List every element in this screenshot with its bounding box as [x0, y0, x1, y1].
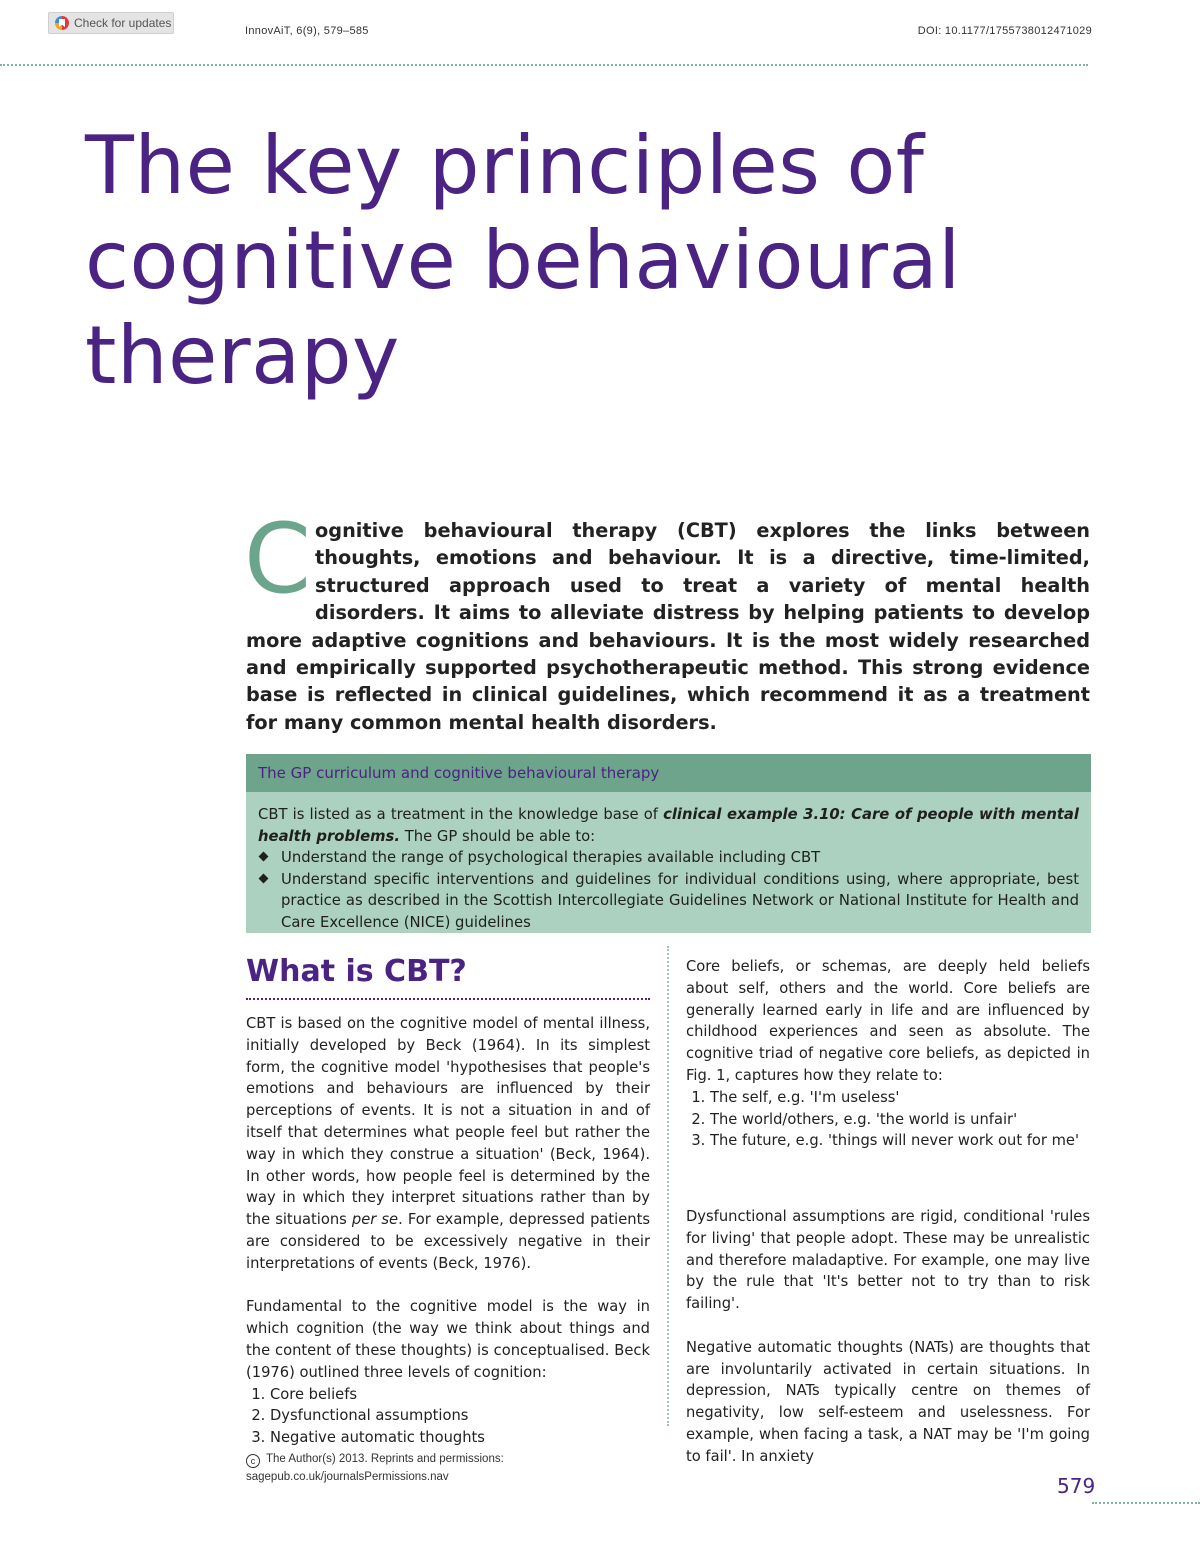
drop-cap: C — [244, 503, 312, 615]
abstract — [244, 503, 1090, 736]
list-item — [258, 847, 1079, 869]
page-title — [85, 118, 1045, 403]
doi-text: DOI: 10.1177/1755738012471029 — [917, 25, 1092, 37]
rights-line-1: The Author(s) 2013. Reprints and permissions: — [266, 1453, 504, 1465]
gp-box-title: The GP curriculum and cognitive behavioural therapy — [246, 754, 1091, 792]
diamond-bullet-icon — [259, 852, 269, 862]
footer-divider — [1092, 1502, 1200, 1504]
page-number: 579 — [1057, 1474, 1096, 1498]
right-column-top — [686, 956, 1090, 1152]
gp-box-intro — [258, 804, 1079, 847]
gp-intro-text: CBT is listed as a treatment in the knowledge base of — [258, 806, 664, 823]
bullet-text: Understand the range of psychological therapies available including CBT — [281, 849, 821, 866]
right-column-bottom — [686, 1206, 1090, 1468]
list-item: 1. Core beliefs — [270, 1384, 650, 1406]
check-for-updates-label: Check for updates — [74, 16, 172, 30]
list-item: 2. Dysfunctional assumptions — [270, 1405, 650, 1427]
paragraph: Negative automatic thoughts (NATs) are thoughts that are involuntarily activated in certain situations. In depression, NATs typically centre on themes of negativity, low self-esteem and uselessness. For example, when facing a task, a NAT may be 'I'm going to fail'. In anxiety — [686, 1338, 1090, 1465]
paragraph: Fundamental to the cognitive model is the way in which cognition (the way we think about things and the content of these thoughts) is conceptualised. Beck (1976) outlined three levels of cognition: — [246, 1298, 650, 1381]
paragraph-text: CBT is based on the cognitive model of mental illness, initially developed by Beck (1964). In its simplest form, the cognitive model 'hypothesises that people's emotions and behaviours are influenced by their perceptions of events. It is not a situation in and of itself that determines what people feel but rather the way in which they construe a situation' (Beck, 1964). In other words, how people feel is determined by the way in which they interpret situations rather than by the situations — [246, 1015, 650, 1229]
copyright-notice — [246, 1450, 504, 1486]
crossmark-icon — [55, 16, 69, 30]
list-item: 3. Negative automatic thoughts — [270, 1427, 650, 1449]
list-item: 3. The future, e.g. 'things will never work out for me' — [710, 1130, 1090, 1152]
paragraph-text-after: . For example, depressed patients are considered to be excessively negative in their interpretations of events (Beck, 1976). — [246, 1211, 650, 1272]
title-line: The key principles of — [85, 119, 925, 212]
journal-reference: InnovAiT, 6(9), 579–585 — [245, 25, 369, 37]
bullet-text: Understand specific interventions and guidelines for individual conditions using, where appropriate, best practice as described in the Scottish Intercollegiate Guidelines Network or National Institute for Health and Care Excellence (NICE) guidelines — [281, 870, 1079, 931]
header-divider — [0, 64, 1088, 66]
list-item: 1. The self, e.g. 'I'm useless' — [710, 1087, 1090, 1109]
section-heading-underline — [246, 998, 650, 1000]
rights-line-2: sagepub.co.uk/journalsPermissions.nav — [246, 1471, 449, 1483]
paragraph — [246, 1013, 650, 1275]
column-divider — [667, 946, 669, 1426]
abstract-text: ognitive behavioural therapy (CBT) explores the links between thoughts, emotions and behaviour. It is a directive, time-limited, structured approach used to treat a variety of mental health disorders. It aims to alleviate distress by helping patients to develop more adaptive cognitions and behaviours. It is the most widely researched and empirically supported psychotherapeutic method. This strong evidence base is reflected in clinical guidelines, which recommend it as a treatment for many common mental health disorders. — [246, 519, 1090, 734]
cognition-levels-list — [246, 1384, 650, 1449]
section-heading: What is CBT? — [246, 954, 467, 989]
gp-box-body — [246, 792, 1091, 933]
gp-bullet-list — [258, 847, 1079, 933]
title-line: cognitive behavioural — [85, 214, 961, 307]
copyright-icon: c — [246, 1454, 260, 1468]
left-column — [246, 1013, 650, 1449]
gp-curriculum-box — [246, 754, 1091, 933]
title-line: therapy — [85, 309, 400, 402]
check-for-updates-button[interactable] — [48, 12, 174, 34]
emphasis-text: per se — [351, 1211, 399, 1229]
gp-intro-text-after: The GP should be able to: — [400, 827, 596, 845]
diamond-bullet-icon — [259, 873, 269, 883]
paragraph: Dysfunctional assumptions are rigid, conditional 'rules for living' that people adopt. These may be unrealistic and therefore maladaptive. For example, one may live by the rule that 'It's better not to try than to risk failing'. — [686, 1208, 1090, 1313]
cognitive-triad-list — [686, 1087, 1090, 1152]
gp-intro-reference: clinical example 3.10: Care of people with mental health problems. — [258, 806, 1079, 845]
list-item — [258, 869, 1079, 934]
paragraph: Core beliefs, or schemas, are deeply held beliefs about self, others and the world. Core beliefs are generally learned early in life and are influenced by childhood experiences and seen as absolute. The cognitive triad of negative core beliefs, as depicted in Fig. 1, captures how they relate to: — [686, 958, 1090, 1084]
list-item: 2. The world/others, e.g. 'the world is unfair' — [710, 1109, 1090, 1131]
